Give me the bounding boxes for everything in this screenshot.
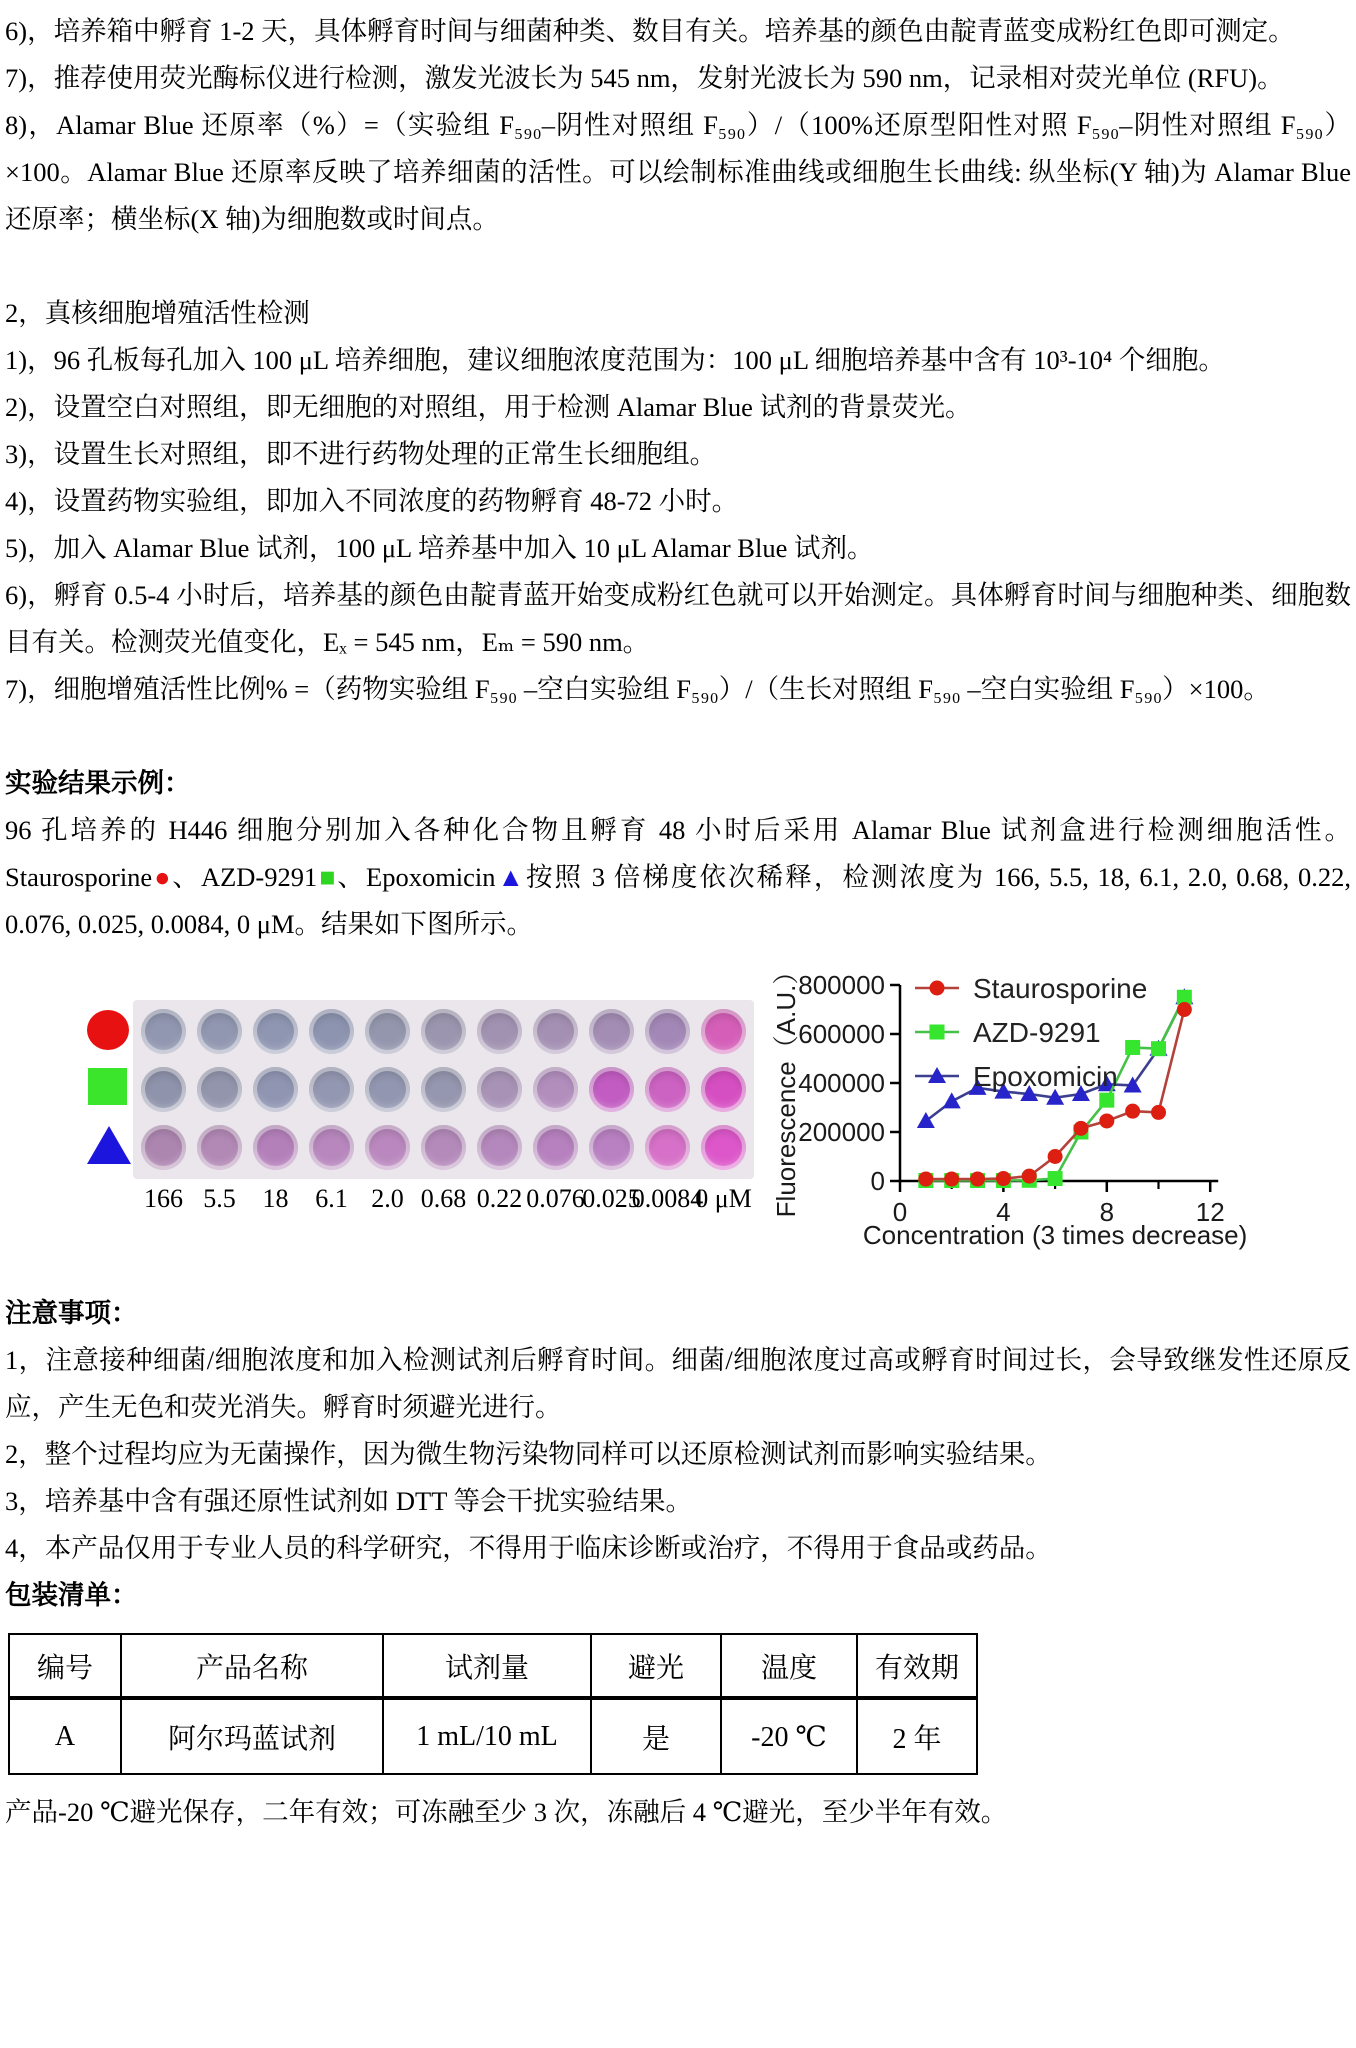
- well-r1c5: [365, 1009, 410, 1054]
- well-r2c3: [253, 1067, 298, 1112]
- red-circle-icon: [87, 1010, 129, 1050]
- well-r2c4: [309, 1067, 354, 1112]
- bacteria-step-7: 7)，推荐使用荧光酶标仪进行检测，激发光波长为 545 nm，发射光波长为 590 nm，记录相对荧光单位 (RFU)。: [5, 63, 1284, 93]
- results-intro-text-b: 、AZD-9291: [172, 862, 318, 892]
- well-r2c5: [365, 1067, 410, 1112]
- table-header-4: 避光: [591, 1634, 721, 1698]
- concentration-label-5: 2.0: [371, 1184, 404, 1213]
- results-intro-text-a: 96 孔培养的 H446 细胞分别加入各种化合物且孵育 48 小时后采用 Alamar Blue 试剂盒进行检测细胞活性。Staurosporine: [5, 815, 1351, 892]
- notes-heading: 注意事项：: [5, 1298, 138, 1328]
- results-figure: [5, 948, 1351, 1266]
- notes-list: [5, 1337, 1351, 1572]
- well-r2c6: [421, 1067, 466, 1112]
- table-cell-r1c6: 2 年: [857, 1698, 977, 1774]
- y-tick-label: 400000: [798, 1068, 885, 1098]
- x-tick-label: 8: [1099, 1197, 1115, 1227]
- legend-label-epoxomicin: Epoxomicin: [973, 1061, 1118, 1092]
- x-tick-label: 0: [892, 1197, 908, 1227]
- protocol-step-6: 6)，孵育 0.5-4 小时后，培养基的颜色由靛青蓝开始变成粉红色就可以开始测定。具体孵育时间与细胞种类、细胞数目有关。检测荧光值变化，Eₓ = 545 nm，Eₘ = 590 nm。: [5, 580, 1351, 657]
- well-r3c6: [421, 1125, 466, 1170]
- well-r3c9: [589, 1125, 634, 1170]
- x-tick-label: 4: [996, 1197, 1011, 1227]
- x-axis-label: Concentration (3 times decrease): [862, 1220, 1248, 1250]
- table-cell-r1c1: A: [9, 1698, 121, 1774]
- note-item-2: 2，整个过程均应为无菌操作，因为微生物污染物同样可以还原检测试剂而影响实验结果。: [5, 1439, 1052, 1469]
- well-r2c1: [141, 1067, 186, 1112]
- table-header-3: 试剂量: [383, 1634, 591, 1698]
- bacteria-step-8: 8)，Alamar Blue 还原率（%）=（实验组 F₅₉₀–阴性对照组 F₅₉₀）/（100%还原型阳性对照 F₅₉₀–阴性对照组 F₅₉₀）×100。Alamar Blue 还原率反映了培养细菌的活性。可以绘制标准曲线或细胞生长曲线: 纵坐标(Y 轴)为 Alamar Blue 还原率；横坐标(X 轴)为细胞数或时间点。: [5, 110, 1351, 234]
- results-intro-text-c: 、Epoxomicin: [337, 862, 496, 892]
- table-header-6: 有效期: [857, 1634, 977, 1698]
- section2-title: 2，真核细胞增殖活性检测: [5, 298, 310, 328]
- table-header-row: [9, 1634, 977, 1698]
- concentration-label-1: 166: [144, 1184, 183, 1213]
- concentration-label-6: 0.68: [420, 1184, 467, 1213]
- bacteria-step-6: 6)，培养箱中孵育 1-2 天，具体孵育时间与细菌种类、数目有关。培养基的颜色由靛青蓝变成粉红色即可测定。: [5, 16, 1295, 46]
- table-header-1: 编号: [9, 1634, 121, 1698]
- packing-heading: 包装清单：: [5, 1580, 138, 1610]
- green-square-icon: [88, 1068, 127, 1105]
- epoxomicin-triangle-icon: ▲: [495, 862, 526, 892]
- y-tick-label: 200000: [798, 1117, 885, 1147]
- section2-steps: [5, 337, 1351, 713]
- table-cell-r1c5: -20 ℃: [721, 1698, 857, 1774]
- well-r1c11: [701, 1009, 746, 1054]
- table-cell-r1c2: 阿尔玛蓝试剂: [121, 1698, 383, 1774]
- table-cell-r1c3: 1 mL/10 mL: [383, 1698, 591, 1774]
- well-r2c10: [645, 1067, 690, 1112]
- staurosporine-circle-icon: ●: [152, 862, 173, 892]
- well-r1c6: [421, 1009, 466, 1054]
- well-r1c9: [589, 1009, 634, 1054]
- concentration-label-9: 0.025: [582, 1184, 641, 1213]
- well-r2c11: [701, 1067, 746, 1112]
- well-r2c8: [533, 1067, 578, 1112]
- protocol-step-4: 4)，设置药物实验组，即加入不同浓度的药物孵育 48-72 小时。: [5, 486, 739, 516]
- well-r3c7: [477, 1125, 522, 1170]
- well-r3c10: [645, 1125, 690, 1170]
- chart-legend: [915, 973, 1147, 1092]
- note-item-4: 4，本产品仅用于专业人员的科学研究，不得用于临床诊断或治疗，不得用于食品或药品。: [5, 1533, 1052, 1563]
- concentration-label-8: 0.076: [526, 1184, 585, 1213]
- well-r3c8: [533, 1125, 578, 1170]
- concentration-label-7: 0.22: [476, 1184, 523, 1213]
- well-r1c4: [309, 1009, 354, 1054]
- well-r3c1: [141, 1125, 186, 1170]
- well-r3c3: [253, 1125, 298, 1170]
- concentration-label-3: 18: [262, 1184, 289, 1213]
- well-r1c3: [253, 1009, 298, 1054]
- results-intro-text-d: 按照 3 倍梯度依次稀释，检测浓度为 166, 5.5, 18, 6.1, 2.0, 0.68, 0.22, 0.076, 0.025, 0.0084, 0 μM。结果如下图所示。: [5, 862, 1351, 939]
- table-header-2: 产品名称: [121, 1634, 383, 1698]
- fluorescence-line-chart: [767, 948, 1253, 1266]
- table-row-1: [9, 1698, 977, 1774]
- blue-triangle-icon: [87, 1126, 131, 1164]
- well-r1c10: [645, 1009, 690, 1054]
- well-plate-figure: [87, 1000, 754, 1230]
- y-tick-label: 800000: [798, 970, 885, 1000]
- packing-table: [8, 1633, 978, 1775]
- well-r3c11: [701, 1125, 746, 1170]
- legend-label-staurosporine: Staurosporine: [973, 973, 1148, 1004]
- note-item-1: 1，注意接种细菌/细胞浓度和加入检测试剂后孵育时间。细菌/细胞浓度过高或孵育时间过长，会导致继发性还原反应，产生无色和荧光消失。孵育时须避光进行。: [5, 1345, 1351, 1422]
- results-heading: 实验结果示例：: [5, 768, 191, 798]
- well-r2c7: [477, 1067, 522, 1112]
- well-r2c2: [197, 1067, 242, 1112]
- table-header-5: 温度: [721, 1634, 857, 1698]
- well-r1c8: [533, 1009, 578, 1054]
- protocol-step-1: 1)，96 孔板每孔加入 100 μL 培养细胞，建议细胞浓度范围为：100 μL 细胞培养基中含有 10³-10⁴ 个细胞。: [5, 345, 1225, 375]
- table-cell-r1c4: 是: [591, 1698, 721, 1774]
- y-axis-label: Fluorescence（A.U.）: [771, 958, 801, 1218]
- well-r2c9: [589, 1067, 634, 1112]
- concentration-label-4: 6.1: [315, 1184, 348, 1213]
- concentration-labels: [133, 1184, 754, 1214]
- well-r1c1: [141, 1009, 186, 1054]
- storage-note: 产品-20 ℃避光保存，二年有效；可冻融至少 3 次，冻融后 4 ℃避光，至少半年有效。: [5, 1797, 1008, 1827]
- protocol-step-5: 5)，加入 Alamar Blue 试剂，100 μL 培养基中加入 10 μL Alamar Blue 试剂。: [5, 533, 874, 563]
- protocol-step-2: 2)，设置空白对照组，即无细胞的对照组，用于检测 Alamar Blue 试剂的背景荧光。: [5, 392, 972, 422]
- legend-label-azd-9291: AZD-9291: [973, 1017, 1101, 1048]
- protocol-step-3: 3)，设置生长对照组，即不进行药物处理的正常生长细胞组。: [5, 439, 717, 469]
- concentration-label-11: 0 μM: [695, 1184, 752, 1213]
- series-epoxomicin: [917, 988, 1194, 1128]
- well-r3c2: [197, 1125, 242, 1170]
- well-r3c5: [365, 1125, 410, 1170]
- row-marker-column: [87, 1000, 133, 1230]
- y-tick-label: 600000: [798, 1019, 885, 1049]
- concentration-label-2: 5.5: [203, 1184, 236, 1213]
- note-item-3: 3，培养基中含有强还原性试剂如 DTT 等会干扰实验结果。: [5, 1486, 693, 1516]
- results-intro: [5, 807, 1351, 948]
- concentration-label-10: 0.0084: [631, 1184, 704, 1213]
- plate-and-labels: [133, 1000, 754, 1214]
- x-tick-label: 12: [1195, 1197, 1225, 1227]
- protocol-step-7: 7)，细胞增殖活性比例% =（药物实验组 F₅₉₀ –空白实验组 F₅₉₀）/（生长对照组 F₅₉₀ –空白实验组 F₅₉₀）×100。: [5, 674, 1270, 704]
- azd9291-square-icon: ■: [317, 862, 338, 892]
- y-tick-label: 0: [870, 1166, 885, 1196]
- well-plate-grid: [133, 1000, 754, 1179]
- well-r1c7: [477, 1009, 522, 1054]
- well-r1c2: [197, 1009, 242, 1054]
- well-r3c4: [309, 1125, 354, 1170]
